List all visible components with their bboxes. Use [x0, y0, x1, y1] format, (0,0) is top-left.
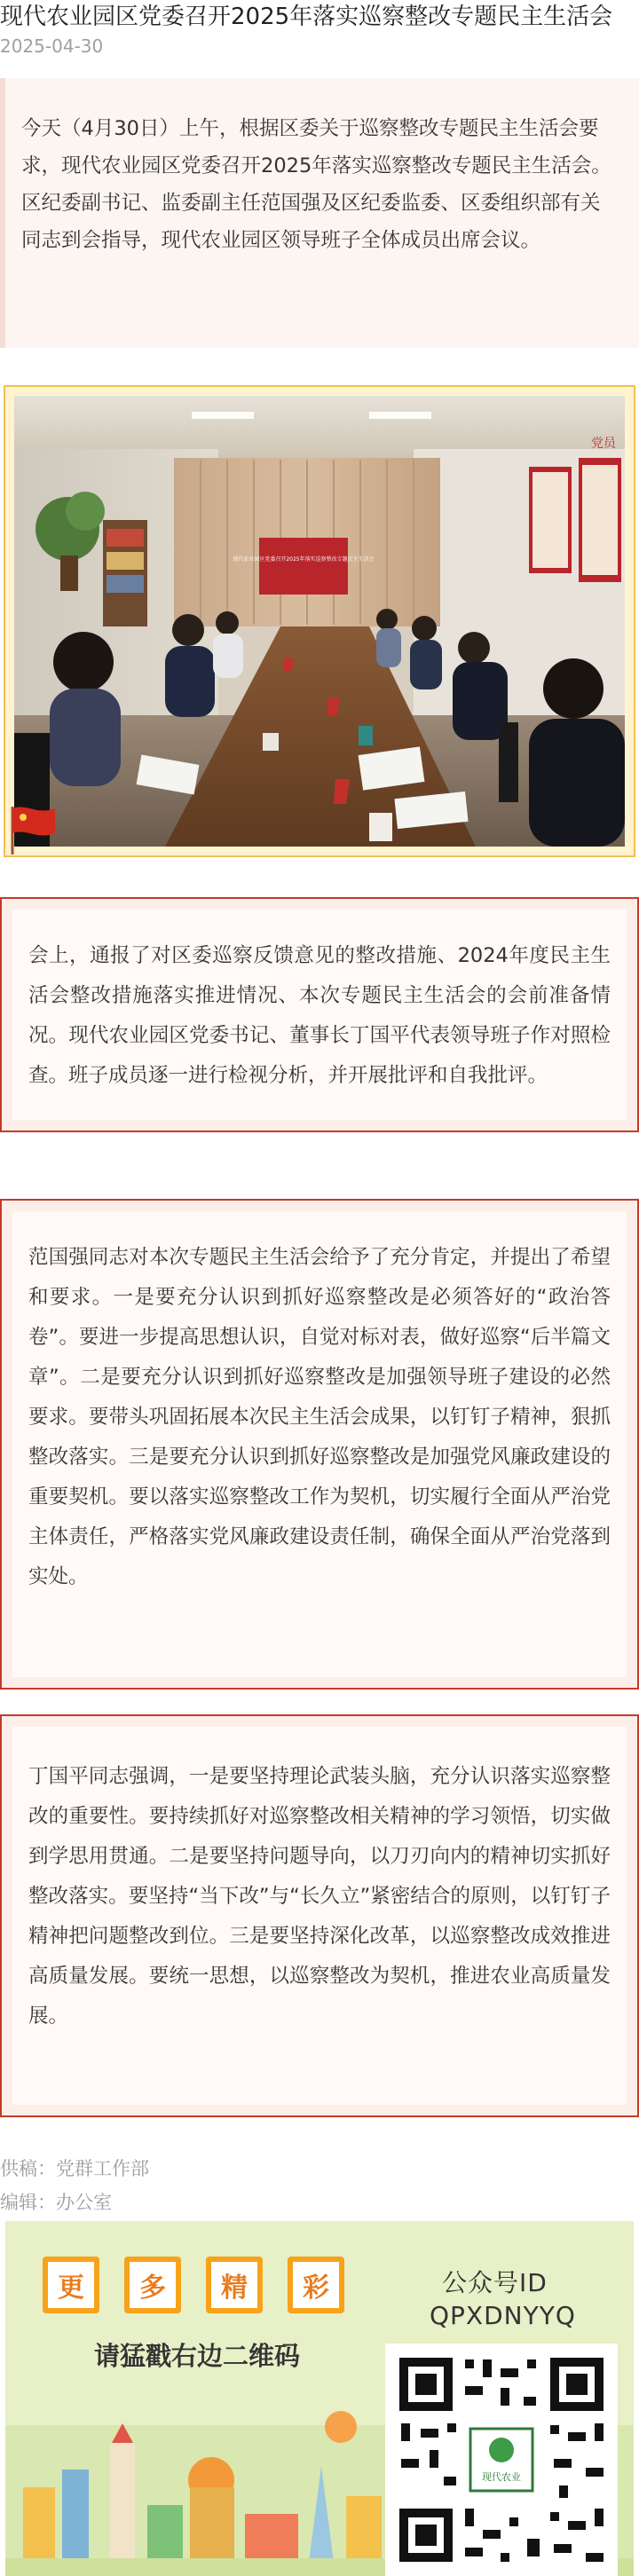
- promo-tiles: [43, 2257, 344, 2313]
- publish-date: 2025-04-30: [0, 35, 104, 57]
- promo-tile-text: 彩: [293, 2262, 339, 2308]
- wall-sign: 党员: [591, 437, 616, 451]
- paragraph-box-1: [0, 897, 639, 1132]
- promo-tile: [288, 2257, 344, 2313]
- editor-credit: 编辑：办公室: [0, 2192, 112, 2213]
- party-flag-icon: [7, 803, 60, 855]
- meeting-photo-illustration: [14, 396, 625, 847]
- paragraph-2: 范国强同志对本次专题民主生活会给予了充分肯定，并提出了希望和要求。一是要充分认识到抓好巡察整改是必须答好的“政治答卷”。要进一步提高思想认识，自觉对标对表，做好巡察“后半篇文章”。二是要充分认识到抓好巡察整改是加强领导班子建设的必然要求。要带头巩固拓展本次民主生活会成果，以钉钉子精神，狠抓整改落实。三是要充分认识到抓好巡察整改是加强党风廉政建设的重要契机。要以落实巡察整改工作为契机，切实履行全面从严治党主体责任，严格落实党风廉政建设责任制，确保全面从严治党落到实处。: [28, 1246, 611, 1588]
- follow-banner: [5, 2221, 634, 2576]
- source-credit: 供稿：党群工作部: [0, 2158, 149, 2179]
- promo-tile-text: 多: [130, 2262, 176, 2308]
- account-id-label: 公众号ID: [442, 2268, 548, 2297]
- paragraph-box-3: [0, 1714, 639, 2117]
- promo-tile: [206, 2257, 263, 2313]
- paragraph-box-2: [0, 1199, 639, 1690]
- meeting-photo[interactable]: [14, 396, 625, 847]
- account-id: QPXDNYYQ: [430, 2301, 576, 2330]
- qr-code[interactable]: [385, 2344, 618, 2576]
- photo-frame: [4, 385, 635, 857]
- promo-tile-text: 精: [211, 2262, 257, 2308]
- promo-tile: [124, 2257, 181, 2313]
- paragraph-3: 丁国平同志强调，一是要坚持理论武装头脑，充分认识落实巡察整改的重要性。要持续抓好对巡察整改相关精神的学习领悟，切实做到学思用贯通。二是要坚持问题导向，以刀刃向内的精神切实抓好整改落实。要坚持“当下改”与“长久立”紧密结合的原则，以钉钉子精神把问题整改到位。三是要坚持深化改革，以巡察整改成效推进高质量发展。要统一思想，以巡察整改为契机，推进农业高质量发展。: [28, 1765, 611, 2028]
- promo-tile: [43, 2257, 99, 2313]
- screen-title: 现代农业园区党委召开2025年落实巡察整改专题民主生活会: [233, 556, 375, 563]
- intro-paragraph: 今天（4月30日）上午，根据区委关于巡察整改专题民主生活会要求，现代农业园区党委召开2025年落实巡察整改专题民主生活会。区纪委副书记、监委副主任范国强及区纪委监委、区委组织部有关同志到会指导，现代农业园区领导班子全体成员出席会议。: [21, 117, 611, 252]
- article-title: 现代农业园区党委召开2025年落实巡察整改专题民主生活会: [0, 4, 613, 30]
- qr-logo-text: 现代农业: [482, 2471, 521, 2483]
- qr-code-icon: [385, 2344, 618, 2576]
- paragraph-1: 会上，通报了对区委巡察反馈意见的整改措施、2024年度民主生活会整改措施落实推进情况、本次专题民主生活会的会前准备情况。现代农业园区党委书记、董事长丁国平代表领导班子作对照检查。班子成员逐一进行检视分析，并开展批评和自我批评。: [28, 944, 611, 1087]
- promo-tile-text: 更: [48, 2262, 94, 2308]
- intro-section: [0, 78, 639, 348]
- promo-tagline: 请猛戳右边二维码: [94, 2341, 301, 2371]
